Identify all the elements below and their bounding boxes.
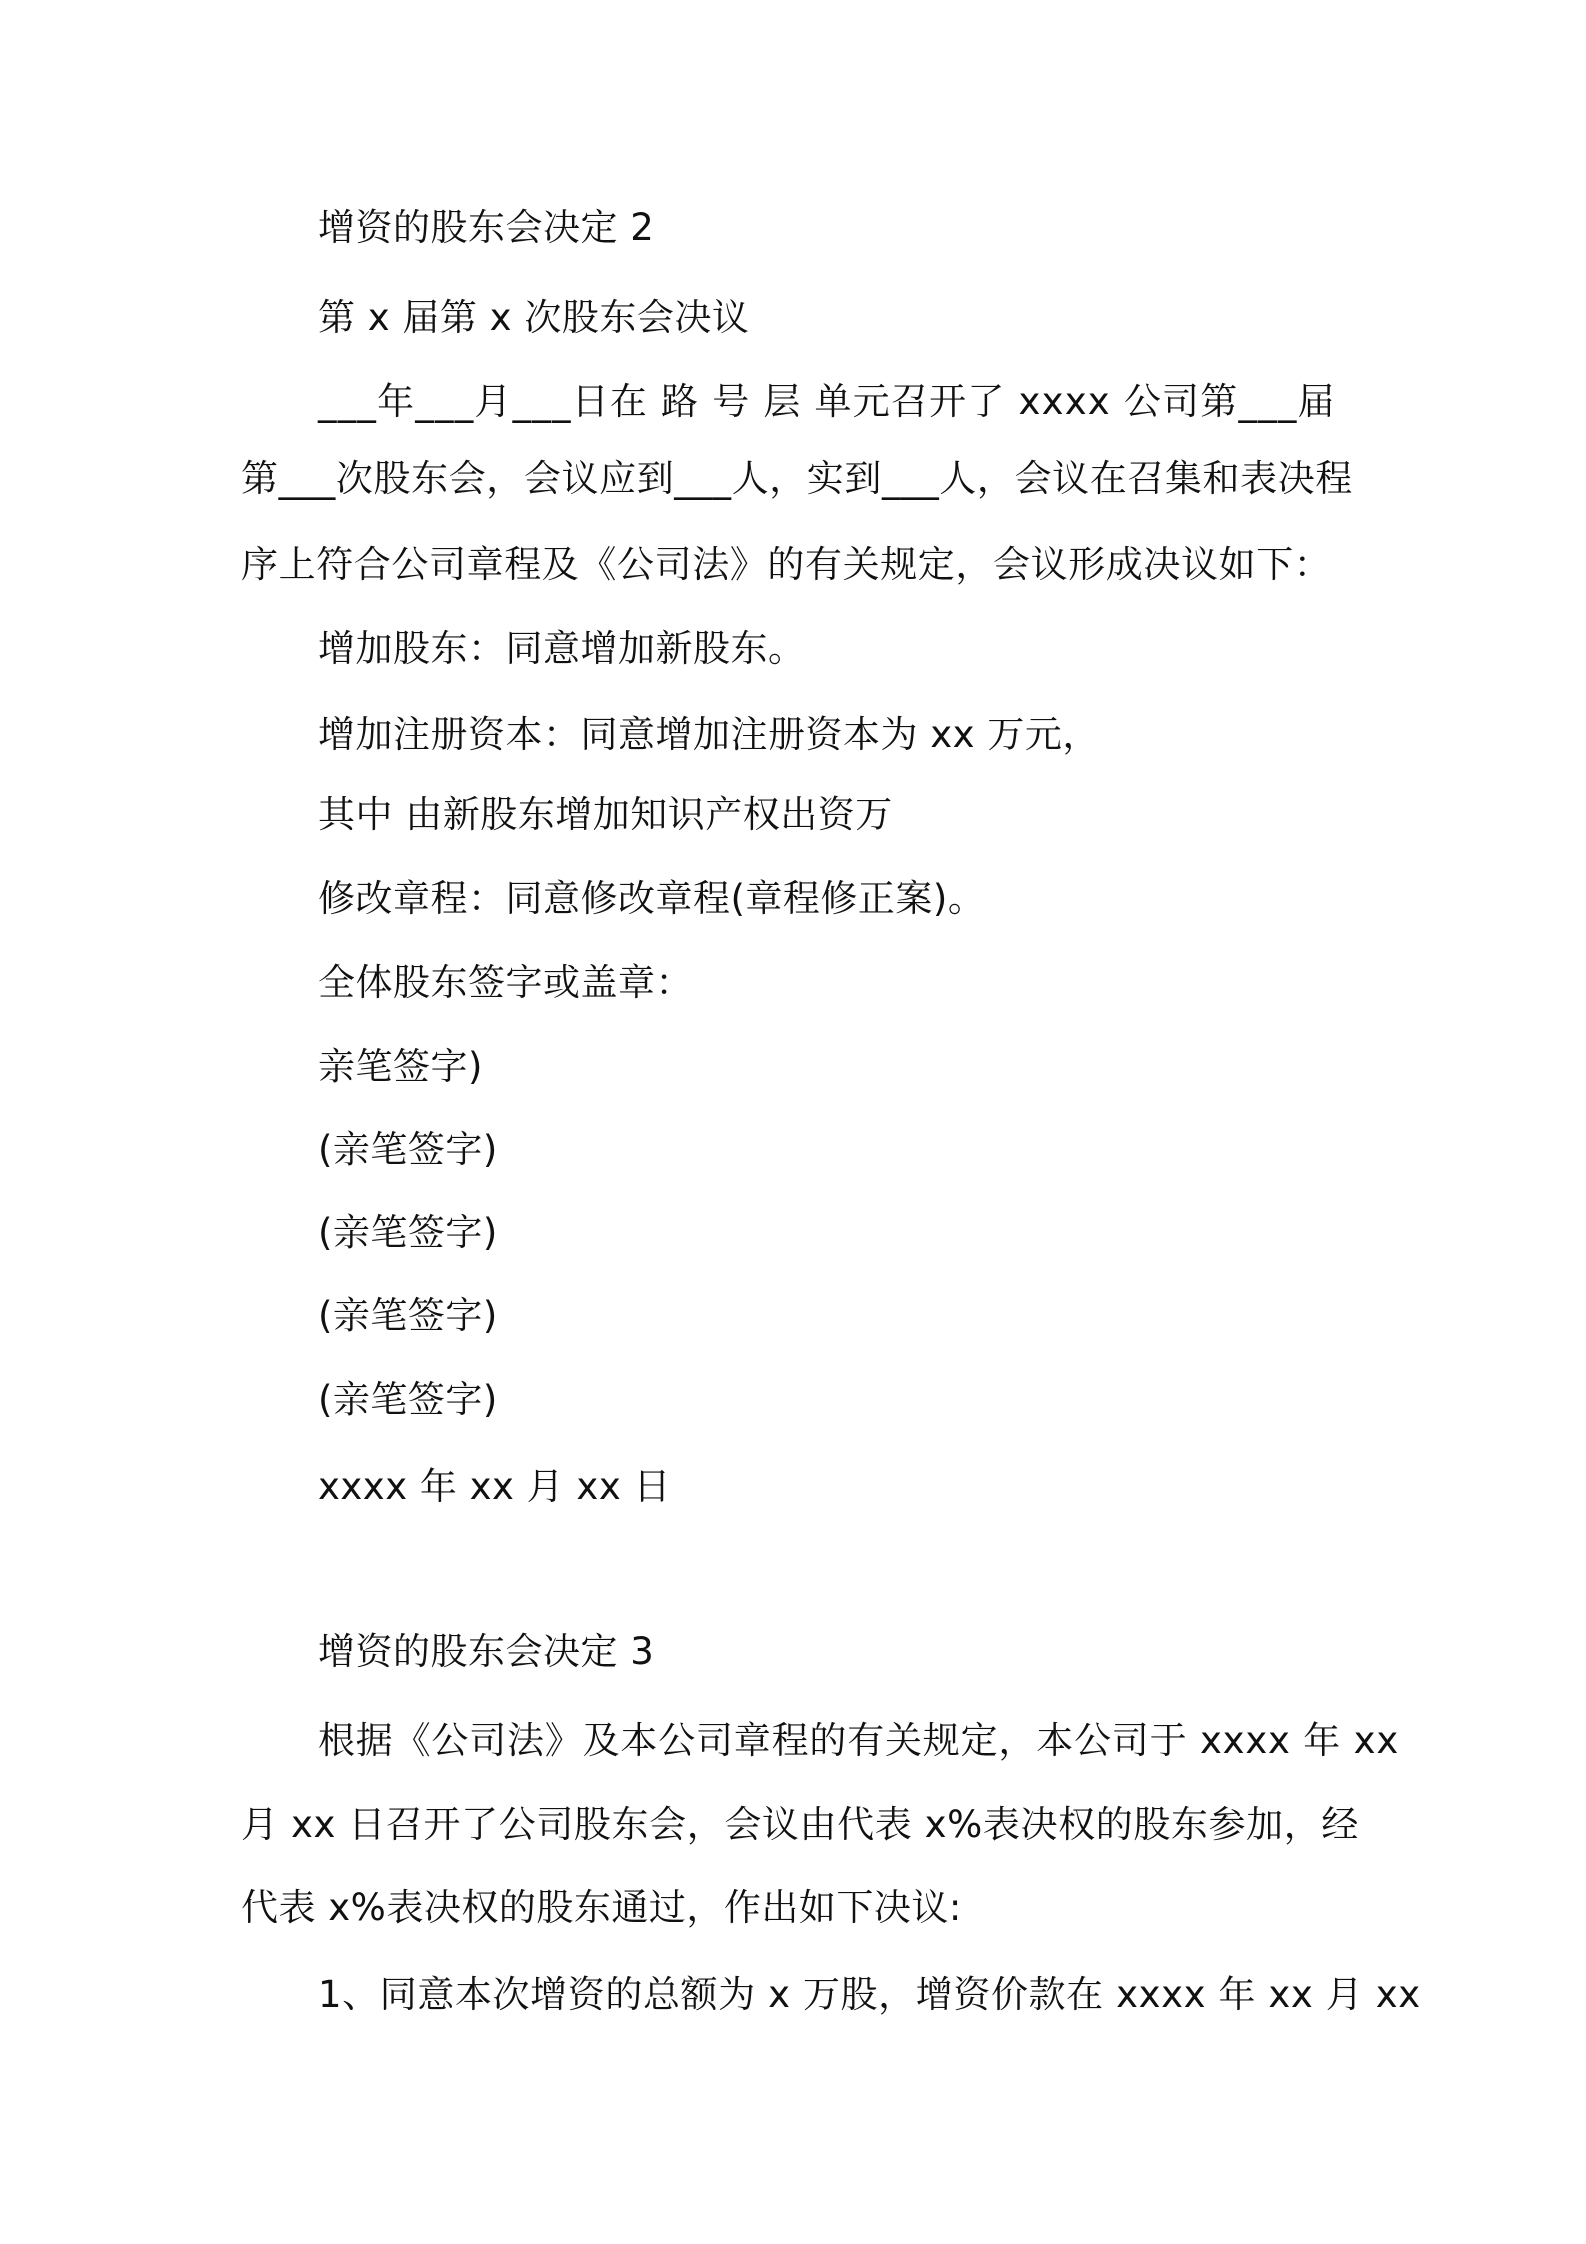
- section2-para1-line2: 第___次股东会，会议应到___人，实到___人，会议在召集和表决程: [241, 457, 1353, 500]
- section3-para1-line2: 月 xx 日召开了公司股东会，会议由代表 x%表决权的股东参加，经: [241, 1803, 1359, 1846]
- item-amend-articles: 修改章程：同意修改章程(章程修正案)。: [318, 877, 986, 920]
- section3-para1-line3: 代表 x%表决权的股东通过，作出如下决议:: [241, 1886, 962, 1929]
- section2-date: xxxx 年 xx 月 xx 日: [318, 1465, 671, 1508]
- signature-line-4: (亲笔签字): [318, 1294, 498, 1337]
- signature-heading: 全体股东签字或盖章：: [318, 961, 693, 1004]
- item-add-shareholder: 增加股东：同意增加新股东。: [318, 627, 806, 670]
- section2-para1-line1: ___年___月___日在 路 号 层 单元召开了 xxxx 公司第___届: [318, 380, 1336, 423]
- item-add-capital: 增加注册资本：同意增加注册资本为 xx 万元，: [318, 713, 1100, 756]
- section2-para1-line3: 序上符合公司章程及《公司法》的有关规定，会议形成决议如下：: [241, 543, 1332, 586]
- signature-line-3: (亲笔签字): [318, 1211, 498, 1254]
- section3-item1-line1: 1、同意本次增资的总额为 x 万股，增资价款在 xxxx 年 xx 月 xx: [318, 1973, 1421, 2016]
- section2-subtitle: 第 x 届第 x 次股东会决议: [318, 296, 750, 339]
- signature-line-5: (亲笔签字): [318, 1378, 498, 1421]
- item-capital-detail: 其中 由新股东增加知识产权出资万: [318, 793, 893, 836]
- section2-title: 增资的股东会决定 2: [318, 206, 655, 249]
- section3-para1-line1: 根据《公司法》及本公司章程的有关规定，本公司于 xxxx 年 xx: [318, 1719, 1400, 1762]
- section3-title: 增资的股东会决定 3: [318, 1630, 655, 1673]
- signature-line-1: 亲笔签字): [318, 1045, 483, 1088]
- signature-line-2: (亲笔签字): [318, 1128, 498, 1171]
